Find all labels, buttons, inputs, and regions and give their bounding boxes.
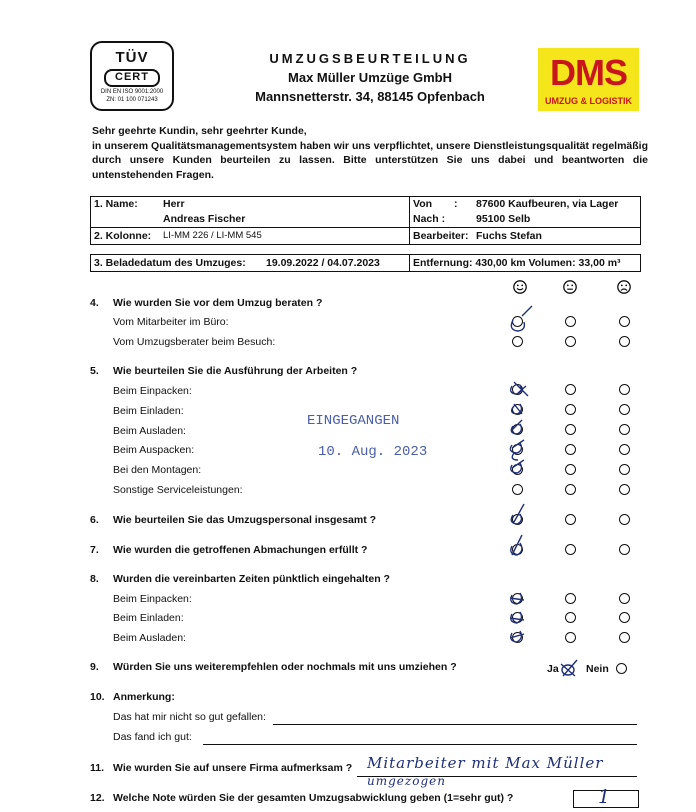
q12-text: Welche Note würden Sie der gesamten Umzugsabwicklung geben (1=sehr gut) ?	[113, 792, 514, 804]
mark-q8a	[510, 593, 524, 604]
q11-handwritten-answer: Mitarbeiter mit Max Müller	[367, 754, 604, 772]
bearbeiter-value: Fuchs Stefan	[476, 230, 542, 242]
q10-option-positive: Das fand ich gut:	[113, 731, 192, 743]
q10-positive-line	[203, 744, 637, 745]
dms-logo	[538, 48, 639, 111]
q5-option-service: Sonstige Serviceleistungen:	[113, 484, 243, 496]
neutral-face-icon	[563, 280, 577, 294]
tuv-brand: TÜV	[115, 49, 149, 66]
kolonne-label: 2. Kolonne:	[94, 230, 152, 242]
mark-q5c	[511, 420, 522, 434]
q10-text: Anmerkung:	[113, 691, 175, 703]
q9-nein-label: Nein	[586, 663, 609, 675]
nach-label: Nach :	[413, 213, 446, 225]
q9-ja-mark	[557, 656, 581, 680]
name-label: 1. Name:	[94, 198, 138, 210]
q8-option-einpacken: Beim Einpacken:	[113, 593, 192, 605]
rating-option-r6-c2[interactable]	[565, 444, 576, 455]
route-cell	[409, 196, 641, 228]
q9-text: Würden Sie uns weiterempfehlen oder nochmals mit uns umziehen ?	[113, 661, 457, 673]
q4-text: Wie wurden Sie vor dem Umzug beraten ?	[113, 297, 323, 309]
q7-text: Wie wurden die getroffenen Abmachungen erfüllt ?	[113, 544, 368, 556]
mark-q8b	[510, 612, 524, 623]
q9-number: 9.	[90, 661, 99, 673]
company-name: Max Müller Umzüge GmbH	[288, 70, 452, 85]
sad-face-icon	[617, 280, 631, 294]
q5-option-montagen: Bei den Montagen:	[113, 464, 202, 476]
rating-option-r5-c3[interactable]	[619, 424, 630, 435]
rating-option-r1-c3[interactable]	[619, 316, 630, 327]
q10-negative-line	[273, 724, 637, 725]
rating-option-r6-c3[interactable]	[619, 444, 630, 455]
mark-q7	[511, 535, 522, 555]
q12-number: 12.	[90, 792, 105, 804]
q4-number: 4.	[90, 297, 99, 309]
von-colon: :	[454, 198, 458, 210]
entfernung-cell	[409, 254, 641, 272]
q8-number: 8.	[90, 573, 99, 585]
happy-face-icon	[513, 280, 527, 294]
datum-label: 3. Beladedatum des Umzuges:	[94, 257, 246, 269]
rating-option-r2-c3[interactable]	[619, 336, 630, 347]
q5-option-auspacken: Beim Auspacken:	[113, 444, 195, 456]
q6-number: 6.	[90, 514, 99, 526]
q11-text: Wie wurden Sie auf unsere Firma aufmerksam ?	[113, 762, 353, 774]
received-stamp-date: 10. Aug. 2023	[318, 444, 428, 460]
company-address: Mannsnetterstr. 34, 88145 Opfenbach	[255, 89, 485, 104]
kolonne-value: LI-MM 226 / LI-MM 545	[163, 230, 262, 241]
rating-option-r4-c3[interactable]	[619, 404, 630, 415]
q4-option-office: Vom Mitarbeiter im Büro:	[113, 316, 229, 328]
kolonne-cell	[90, 227, 410, 245]
received-stamp: EINGEGANGEN	[307, 413, 400, 429]
name-value: Andreas Fischer	[163, 213, 246, 225]
rating-option-r3-c2[interactable]	[565, 384, 576, 395]
rating-option-r9-c2[interactable]	[565, 514, 576, 525]
q9-nein-option[interactable]	[616, 663, 627, 674]
rating-option-r12-c2[interactable]	[565, 612, 576, 623]
tuv-number-line: ZN: 01 100 071243	[106, 97, 158, 103]
q12-handwritten-grade: 1	[598, 786, 611, 808]
rating-option-r4-c2[interactable]	[565, 404, 576, 415]
q11-number: 11.	[90, 762, 105, 774]
q7-number: 7.	[90, 544, 99, 556]
datum-cell	[90, 254, 410, 272]
tuv-cert-text: CERT	[104, 69, 160, 87]
q8-text: Wurden die vereinbarten Zeiten pünktlich eingehalten ?	[113, 573, 390, 585]
rating-option-r11-c3[interactable]	[619, 593, 630, 604]
mark-q5b	[512, 404, 522, 414]
von-value: 87600 Kaufbeuren, via Lager	[476, 198, 619, 210]
intro-greeting: Sehr geehrte Kundin, sehr geehrter Kunde,	[92, 125, 307, 137]
rating-option-r12-c3[interactable]	[619, 612, 630, 623]
rating-option-r13-c2[interactable]	[565, 632, 576, 643]
rating-option-r8-c2[interactable]	[565, 484, 576, 495]
q4-option-visit: Vom Umzugsberater beim Besuch:	[113, 336, 276, 348]
q5-option-einpacken: Beim Einpacken:	[113, 385, 192, 397]
q9-ja-label: Ja	[547, 663, 559, 675]
q6-text: Wie beurteilen Sie das Umzugspersonal insgesamt ?	[113, 514, 377, 526]
von-label: Von	[413, 198, 433, 210]
name-cell	[90, 196, 410, 228]
q5-option-einladen: Beim Einladen:	[113, 405, 184, 417]
q5-option-ausladen: Beim Ausladen:	[113, 425, 186, 437]
rating-option-r9-c3[interactable]	[619, 514, 630, 525]
tuv-iso-line: DIN EN ISO 9001:2000	[100, 89, 164, 95]
name-salutation: Herr	[163, 198, 185, 210]
rating-option-r10-c3[interactable]	[619, 544, 630, 555]
datum-value: 19.09.2022 / 04.07.2023	[266, 257, 380, 269]
q10-option-negative: Das hat mir nicht so gut gefallen:	[113, 711, 266, 723]
nach-value: 95100 Selb	[476, 213, 531, 225]
form-title: UMZUGSBEURTEILUNG	[269, 51, 471, 66]
mark-q6	[511, 504, 524, 524]
rating-option-r5-c2[interactable]	[565, 424, 576, 435]
mark-q5e	[511, 460, 524, 473]
rating-option-r10-c2[interactable]	[565, 544, 576, 555]
dms-logo-text: DMS	[550, 52, 627, 93]
tuv-cert-logo	[90, 41, 174, 111]
q11-handwritten-answer-cont: umgezogen	[367, 774, 446, 788]
bearbeiter-label: Bearbeiter:	[413, 230, 469, 242]
bearbeiter-cell	[409, 227, 641, 245]
entfernung-value: Entfernung: 430,00 km Volumen: 33,00 m³	[413, 257, 621, 269]
q5-number: 5.	[90, 365, 99, 377]
mark-q8c	[510, 631, 524, 642]
rating-option-r1-c2[interactable]	[565, 316, 576, 327]
q8-option-ausladen: Beim Ausladen:	[113, 632, 186, 644]
dms-logo-subtitle: UMZUG & LOGISTIK	[545, 96, 632, 106]
rating-option-r11-c2[interactable]	[565, 593, 576, 604]
q12-grade-box[interactable]	[573, 786, 639, 808]
q8-option-einladen: Beim Einladen:	[113, 612, 184, 624]
rating-option-r7-c3[interactable]	[619, 464, 630, 475]
rating-option-r7-c2[interactable]	[565, 464, 576, 475]
intro-body: in unserem Qualitätsmanagementsystem haben wir uns verpflichtet, unsere Dienstleistungsqualität regelmäßig durch unsere Kunden beurteilen zu lassen. Bitte unterstützen Sie uns dabei und beantworten die untenstehenden Fragen.	[92, 139, 648, 181]
handwritten-marks	[500, 300, 550, 670]
mark-q5a	[511, 382, 528, 396]
intro-text	[92, 124, 648, 182]
rating-option-r13-c3[interactable]	[619, 632, 630, 643]
mark-q5d	[510, 440, 524, 460]
rating-option-r8-c3[interactable]	[619, 484, 630, 495]
rating-option-r2-c2[interactable]	[565, 336, 576, 347]
q5-text: Wie beurteilen Sie die Ausführung der Arbeiten ?	[113, 365, 358, 377]
q10-number: 10.	[90, 691, 105, 703]
mark-q4a	[511, 306, 532, 331]
rating-option-r3-c3[interactable]	[619, 384, 630, 395]
